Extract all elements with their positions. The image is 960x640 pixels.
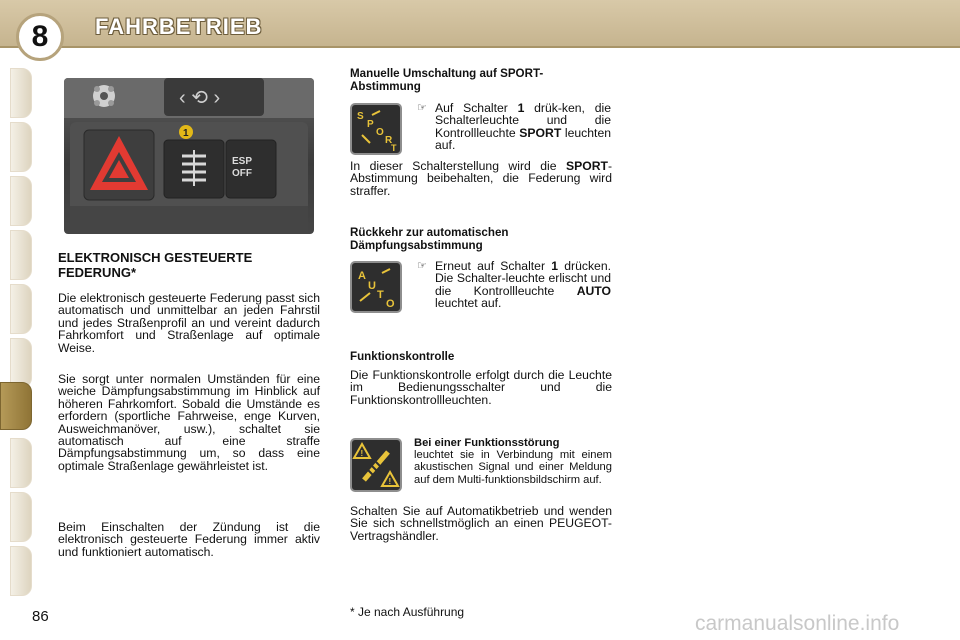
chapter-tab[interactable] [10, 492, 32, 542]
chapter-tab[interactable] [10, 122, 32, 172]
svg-text:S: S [357, 111, 364, 122]
ignition-paragraph: Beim Einschalten der Zündung ist die elektronisch gesteuerte Federung immer aktiv und funktioniert automatisch. [58, 520, 320, 559]
page-number: 86 [32, 608, 49, 625]
svg-text:P: P [367, 119, 374, 130]
check-heading: Funktionskontrolle [350, 350, 455, 363]
auto-instruction: ☞ Erneut auf Schalter 1 drücken. Die Schalter-leuchte erlischt und die Kontrollleuchte AUTO leuchtet auf. [417, 259, 612, 311]
chapter-tab[interactable] [10, 438, 32, 488]
chapter-tab[interactable] [10, 68, 32, 118]
sport-heading: Manuelle Umschaltung auf SPORT-Abstimmung [350, 67, 544, 93]
fault-note-text: leuchtet sie in Verbindung mit einem akustischen Signal und einer Meldung auf dem Multi-funktionsbildschirm auf. [414, 449, 612, 486]
sport-warning-lamp-icon [350, 103, 402, 155]
svg-text:ESP: ESP [232, 156, 253, 167]
operation-paragraph: Sie sorgt unter normalen Umständen für eine weiche Dämpfungsabstimmung im Hinblick auf höheren Fahrkomfort. Sobald die Umstände es erfordern (sportliche Fahrweise, enge Kurven, Ausweichmanöver, usw.), schaltet sie automatisch auf eine straffe Dämpfungsabstimmung um, so dass eine optimale Straßenlage gewährleistet ist. [58, 372, 320, 473]
footnote: * Je nach Ausführung [350, 605, 465, 619]
sport-instruction: ☞ Auf Schalter 1 drük-ken, die Schalterleuchte und die Kontrollleuchte SPORT leuchten auf. [417, 101, 611, 153]
svg-text:O: O [386, 298, 395, 310]
svg-text:‹ ⟲ ›: ‹ ⟲ › [179, 87, 221, 109]
callout-number: 1 [183, 128, 189, 139]
svg-text:A: A [358, 270, 366, 282]
chapter-tabs [0, 60, 34, 580]
svg-text:T: T [377, 289, 384, 301]
callout-badge [179, 125, 193, 139]
chapter-tab-active[interactable] [0, 382, 32, 430]
fan-icon [93, 85, 115, 107]
svg-text:!: ! [360, 449, 364, 458]
chapter-tab[interactable] [10, 338, 32, 388]
chapter-title: FAHRBETRIEB [95, 14, 263, 39]
svg-text:R: R [385, 135, 393, 146]
fault-note-bold: Bei einer Funktionsstörung [414, 437, 560, 449]
svg-text:!: ! [388, 477, 392, 486]
section-title: ELEKTRONISCH GESTEUERTE FEDERUNG* [58, 250, 253, 280]
switch-panel-illustration [64, 78, 314, 234]
chapter-tab[interactable] [10, 546, 32, 596]
fault-note [414, 437, 612, 486]
console-switch-photo [64, 78, 314, 234]
chapter-tab[interactable] [10, 284, 32, 334]
svg-text:OFF: OFF [232, 168, 252, 179]
sport-paragraph: In dieser Schalterstellung wird die SPORT-Abstimmung beibehalten, die Federung wird straffer. [350, 159, 612, 198]
watermark: carmanualsonline.info [695, 612, 900, 635]
suspension-fault-lamp-icon [350, 438, 402, 492]
svg-text:O: O [376, 127, 384, 138]
svg-text:U: U [368, 280, 376, 292]
intro-paragraph: Die elektronisch gesteuerte Federung passt sich automatisch und unmittelbar an jeden Fahrstil und jedes Straßenprofil an und vereint dadurch Fahrkomfort und Straßenlage auf optimale Weise. [58, 291, 320, 355]
svg-text:T: T [391, 143, 397, 153]
pointer-hand-icon: ☞ [417, 102, 427, 114]
chapter-number-badge: 8 [16, 13, 64, 61]
auto-warning-lamp-icon [350, 261, 402, 313]
chapter-tab[interactable] [10, 176, 32, 226]
pointer-hand-icon: ☞ [417, 260, 427, 272]
header-divider [0, 46, 960, 48]
fault-paragraph: Schalten Sie auf Automatikbetrieb und wenden Sie sich schnellstmöglich an einen PEUGEOT-Vertragshändler. [350, 504, 612, 543]
check-paragraph: Die Funktionskontrolle erfolgt durch die Leuchte im Bedienungsschalter und die Funktionskontrollleuchten. [350, 368, 612, 407]
auto-heading: Rückkehr zur automatischen Dämpfungsabstimmung [350, 226, 509, 252]
chapter-tab[interactable] [10, 230, 32, 280]
